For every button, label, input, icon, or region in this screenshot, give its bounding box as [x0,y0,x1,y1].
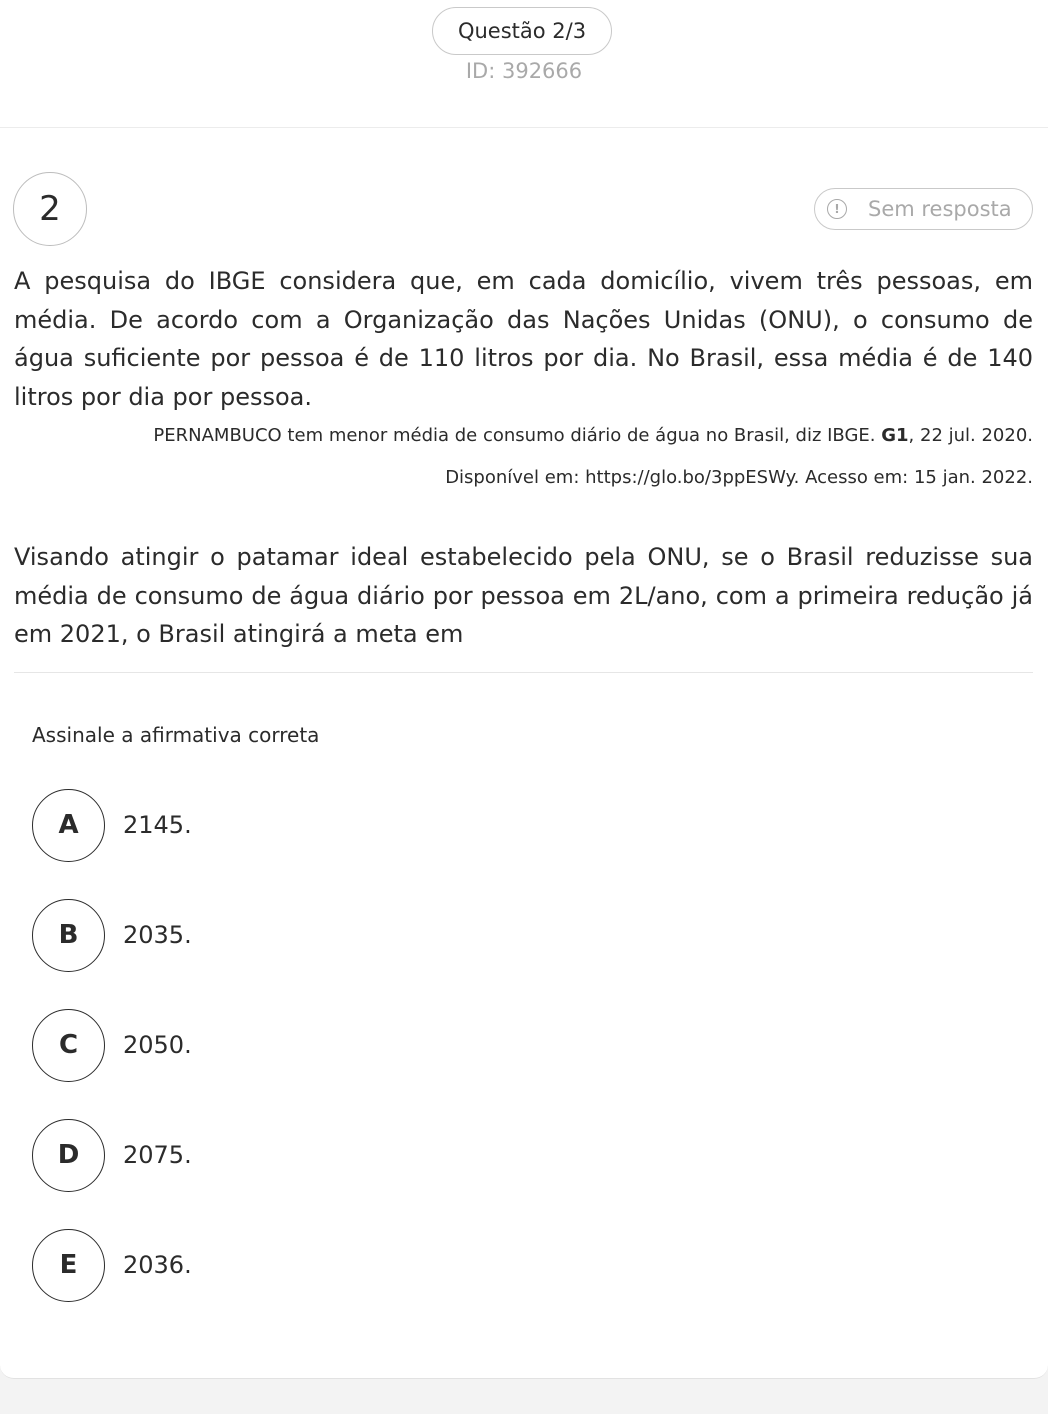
option-text[interactable]: 2036. [123,1251,192,1279]
answer-instruction: Assinale a afirmativa correta [32,723,320,747]
question-counter: Questão 2/3 [457,19,587,43]
option-letter[interactable]: E [32,1229,105,1302]
header-divider [0,127,1048,128]
source-publication: G1 [881,425,909,446]
question-divider [14,672,1033,673]
option-letter[interactable]: A [32,789,105,862]
answer-option-d[interactable] [32,1118,192,1192]
question-paragraph-2: Visando atingir o patamar ideal estabelecido pela ONU, se o Brasil reduzisse sua média de consumo de água diário por pessoa em 2L/ano, com a primeira redução já em 2021, o Brasil atingirá a meta em [14,543,1033,648]
option-letter[interactable]: D [32,1119,105,1192]
answer-status-label: Sem resposta [868,197,1012,221]
option-text[interactable]: 2145. [123,811,192,839]
answer-option-a[interactable] [32,788,192,862]
question-paragraph-1: A pesquisa do IBGE considera que, em cada domicílio, vivem três pessoas, em média. De acordo com a Organização das Nações Unidas (ONU), o consumo de água suficiente por pessoa é de 110 litros por dia. No Brasil, essa média é de 140 litros por dia por pessoa. [14,267,1033,411]
option-text[interactable]: 2035. [123,921,192,949]
answer-status-badge [814,188,1033,230]
question-id: ID: 392666 [465,59,583,83]
alert-circle-icon: ! [827,199,847,219]
source-citation [14,425,1033,446]
answer-option-c[interactable] [32,1008,192,1082]
source-prefix: PERNAMBUCO tem menor média de consumo diário de água no Brasil, diz IBGE. [153,425,882,446]
source-availability: Disponível em: https://glo.bo/3ppESWy. Acesso em: 15 jan. 2022. [445,467,1033,488]
answer-option-e[interactable] [32,1228,192,1302]
source-suffix: , 22 jul. 2020. [908,425,1033,446]
option-text[interactable]: 2075. [123,1141,192,1169]
question-number-badge [13,172,87,246]
answer-option-b[interactable] [32,898,192,972]
option-letter[interactable]: B [32,899,105,972]
option-letter[interactable]: C [32,1009,105,1082]
option-text[interactable]: 2050. [123,1031,192,1059]
question-counter-pill [432,7,612,55]
question-number: 2 [39,189,61,229]
